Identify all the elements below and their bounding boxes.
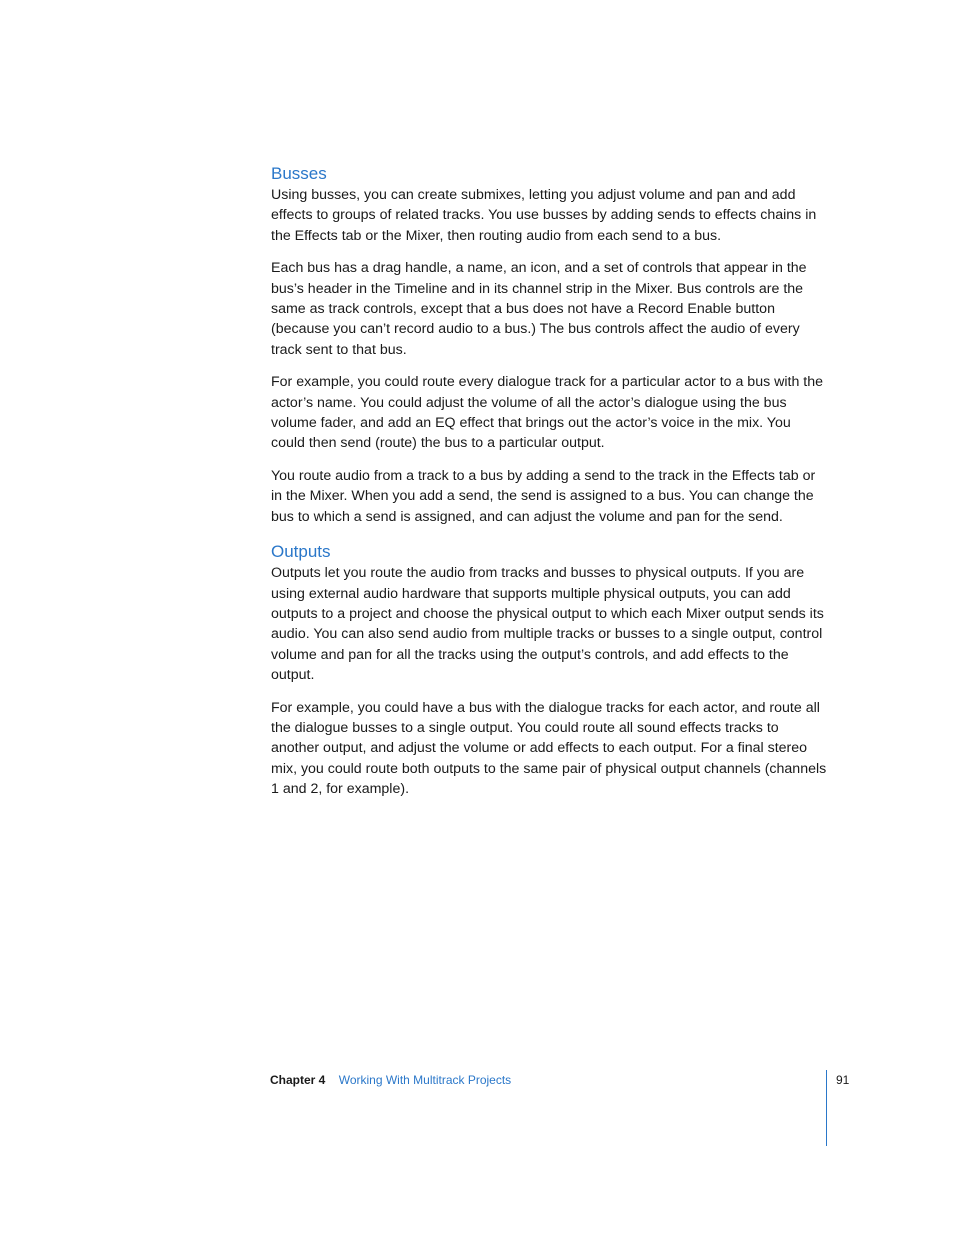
paragraph: Using busses, you can create submixes, letting you adjust volume and pan and add effects to groups of related tracks. You use busses by adding sends to effects chains in the Effects tab or the Mixer, then routing audio from each send to a bus. xyxy=(271,187,817,244)
section-outputs xyxy=(271,541,827,799)
paragraph: You route audio from a track to a bus by adding a send to the track in the Effects tab or in the Mixer. When you add a send, the send is assigned to a bus. You can change the bus to which a send is assigned, and can adjust the volume and pan for the send. xyxy=(271,467,816,525)
paragraph: For example, you could route every dialogue track for a particular actor to a bus with the actor’s name. You could adjust the volume of all the actor’s dialogue using the bus volume fader, and add an EQ effect that brings out the actor’s voice in the mix. You could then send (route) the bus to a particular output. xyxy=(271,374,824,452)
page-number: 91 xyxy=(836,1073,850,1087)
footer-divider xyxy=(826,1070,827,1146)
paragraph: For example, you could have a bus with the dialogue tracks for each actor, and route all the dialogue busses to a single output. You could route all sound effects tracks to another output, and adjust the volume or add effects to each output. For a final stereo mix, you could route both outputs to the same pair of physical output channels (channels 1 and 2, for example). xyxy=(271,699,827,798)
section-busses xyxy=(271,163,827,527)
page-footer xyxy=(270,1072,511,1088)
footer-chapter-label: Chapter 4 xyxy=(270,1073,326,1087)
section-heading: Busses xyxy=(271,164,327,183)
footer-chapter-title: Working With Multitrack Projects xyxy=(338,1073,512,1087)
paragraph: Outputs let you route the audio from tracks and busses to physical outputs. If you are using external audio hardware that supports multiple physical outputs, you can add outputs to a project and choose the physical output to which each Mixer output sends its audio. You can also send audio from multiple tracks or busses to a single output, control volume and pan for all the tracks using the output’s controls, and add effects to the output. xyxy=(271,565,824,684)
paragraph: Each bus has a drag handle, a name, an icon, and a set of controls that appear in the bus’s header in the Timeline and in its channel strip in the Mixer. Bus controls are the same as track controls, except that a bus does not have a Record Enable button (because you can’t record audio to a bus.) The bus controls affect the audio of every track sent to that bus. xyxy=(271,260,807,358)
page-content xyxy=(271,163,827,812)
section-heading: Outputs xyxy=(271,542,331,562)
